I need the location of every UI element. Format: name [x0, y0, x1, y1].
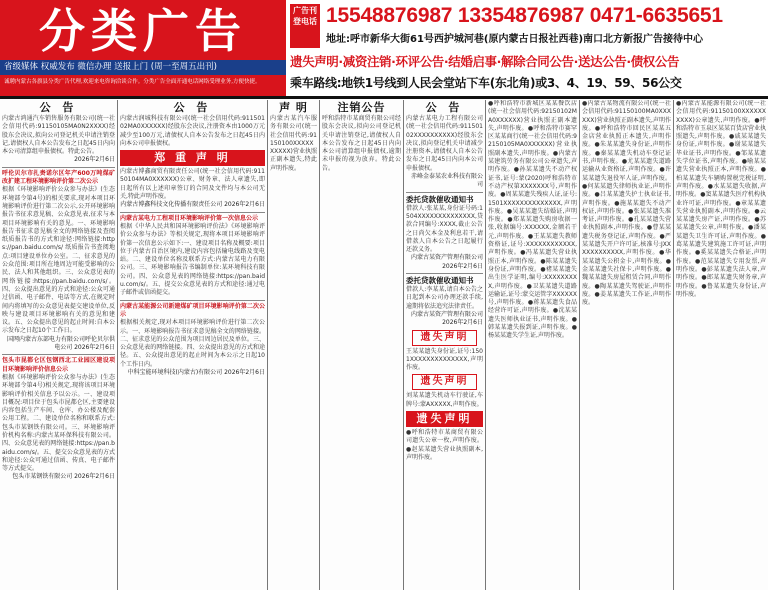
divider: [120, 212, 265, 213]
eia-notice-sign: 国网内蒙古东部电力有限公司呼伦贝尔供电公司 2026年2月6日: [6, 335, 115, 352]
statement-body: 内蒙古某汽车服务有限公司(统一社会信用代码:91150100XXXXXXXXXX)营业执照正副本遗失,特此声明作废。: [270, 115, 317, 172]
page-title: 分类广告: [39, 4, 247, 58]
statement-body: 内蒙古博鑫商贸有限责任公司(统一社会信用代码:91150104MA0XXXXXX)公章、财务章、法人章遗失,即日起所有以上述印章签订的合同及文件均与本公司无关,特此声明作废。: [120, 168, 265, 201]
notice-date: 2026年2月6日: [74, 156, 115, 164]
lost-items-list: ●呼和浩特市新城区某某餐饮店(统一社会信用代码:92150102MA0XXXXXX)营业执照正副本遗失,声明作废。●呼和浩特市赛罕区某某商行(统一社会信用代码:92150105MA0XXXXXX)营业执照副本遗失,声明作废。●内蒙古某建筑劳务有限公司公章遗失,声明作废。●孙某某遗失不动产权证书,证号:蒙(2020)呼和浩特市不动产权第XXXXXXX号,声明作废。●周某某遗失残疾人证,证号:1501XXXXXXXXXXXXXX,声明作废。●吴某某遗失结婚证,声明作废。●郑某某遗失购房收据一张,收据编号:XXXXXX,金额若干元,声明作废。●王某某遗失教师资格证,证号:XXXXXXXXXXXX,声明作废。●冯某某遗失营业执照正本,声明作废。●陈某某遗失身份证,声明作废。●褚某某遗失出生医学证明,编号:XXXXXXXXX,声明作废。●卫某某遗失道路运输证,证号:蒙交运管字XXXXXX号,声明作废。●蒋某某遗失食品经营许可证,声明作废。●沈某某遗失医师执业证书,声明作废。●韩某某遗失报到证,声明作废。●杨某某遗失学生证,声明作废。: [488, 100, 577, 340]
column-7: [580, 100, 674, 590]
eia-notice-body: 根据相关规定,现对本项目环境影响评价进行第二次公示。一、环境影响报告书征求意见稿全文的网络链接。二、征求意见的公众范围为项目周边居民及单位。三、公众意见表的网络链接。四、公众提出意见的方式和途径。五、公众提出意见的起止时间为本公示之日起10个工作日内。: [120, 319, 265, 368]
column-1: [0, 100, 118, 590]
ad-columns: [0, 100, 768, 590]
notice-body: 内蒙古某电力工程有限公司(统一社会信用代码:91150102XXXXXXXXXX)经股东会决议,拟向登记机关申请减少注册资本,请债权人自本公告发布之日起45日内向本公司申报债权。: [406, 115, 483, 172]
lost-statement-heading: 遗失声明: [412, 374, 477, 390]
divider: [120, 300, 265, 301]
column-3: [268, 100, 320, 590]
brand-block: [0, 0, 286, 96]
eia-notice-body: 根据《环境影响评价公众参与办法》(生态环境部令第4号)相关规定,现将该项目环境影响评价相关信息予以公示。一、建设项目概况:项目位于包头市昆都仑区,主要建设内容包括生产车间、仓库、办公楼及配套公用工程。二、建设单位名称和联系方式:包头市某钢铁有限公司。三、环境影响评价机构名称:内蒙古某环保科技有限公司。四、公众意见表的网络链接:https://pan.baidu.com/s/。五、提交公众意见表的方式和途径:公众可通过信函、传真、电子邮件等方式提交。: [2, 373, 115, 473]
brand-note: 诚聘内蒙古各旗县分类广告代理,欢迎来电咨询洽谈合作。分类广告全面开通电话网络受理业务,方便快捷。: [4, 79, 261, 85]
notice-body: 内蒙古鸿通汽车销售服务有限公司(统一社会信用代码:91150105MA0N2XXXX)经股东会决议,拟向公司登记机关申请注销登记,请债权人自本公告发布之日起45日内向本公司清算组申报债权。特此公告。: [2, 115, 115, 156]
eia-notice-title: 内蒙古某电力工程项目环境影响评价第一次信息公示: [120, 214, 259, 222]
lost-statement-body: ●呼和浩特市某商贸有限公司遗失公章一枚,声明作废。●赵某某遗失营业执照副本,声明作废。: [406, 429, 483, 461]
notice-heading: 公 告: [173, 101, 212, 114]
service-list: 遗失声明·减资注销·环评公告·结婚启事·解除合同公告·送达公告·债权公告: [290, 54, 680, 69]
notice-body: 内蒙古润城科技有限公司(统一社会信用代码:91150102MA0XXXXXX)经股东会决议,注册资本由1000万元减少至100万元,请债权人自本公告发布之日起45日内向本公司申报债权。: [120, 115, 265, 147]
solemn-statement-heading: 郑 重 声 明: [120, 150, 265, 166]
divider: [2, 354, 115, 355]
loan-notice-sign: 内蒙古某资产管理有限公司 2026年2月6日: [410, 310, 483, 327]
phone-numbers: 15548876987 13354876987 0471-6635651: [326, 4, 723, 27]
notice-heading: 公 告: [39, 101, 78, 114]
eia-notice-sign: 中科宝能环境科技(内蒙古)有限公司 2026年2月6日: [127, 369, 265, 377]
divider: [406, 192, 483, 193]
column-8: [674, 100, 768, 590]
brand-slogan: 省级媒体 权威发布 微信办理 送报上门 (周一至周五出刊): [0, 60, 286, 75]
column-5: [404, 100, 486, 590]
statement-heading: 声 明: [279, 101, 308, 114]
loan-notice-sign: 内蒙古某资产管理有限公司 2026年2月6日: [410, 254, 483, 270]
hotline-label: 广告刊登电话: [290, 4, 320, 48]
column-2: [118, 100, 268, 590]
statement-sign: 内蒙古博鑫科技文化传播有限责任公司 2026年2月6日: [120, 201, 265, 209]
lost-items-list: ●内蒙古某能源有限公司(统一社会信用代码:91150100XXXXXXXXXX)公章遗失,声明作废。●呼和浩特市玉泉区某某百货店营业执照遗失,声明作废。●戚某某遗失身份证,声明作废。●谢某某遗失毕业证书,声明作废。●邹某某遗失学位证书,声明作废。●喻某某遗失营业执照正本,声明作废。●柏某某遗失车辆购置税完税证明,声明作废。●水某某遗失收据,声明作废。●窦某某遗失医疗机构执业许可证,声明作废。●章某某遗失营业执照副本,声明作废。●云某某遗失房产证,声明作废。●苏某某遗失公章,声明作废。●潘某某遗失卫生许可证,声明作废。●葛某某遗失建筑施工许可证,声明作废。●奚某某遗失合格证,声明作废。●范某某遗失专用发票,声明作废。●彭某某遗失法人章,声明作废。●郎某某遗失财务章,声明作废。●鲁某某遗失身份证,声明作废。: [676, 100, 767, 298]
deregistration-body: 呼和浩特市某商贸有限公司经股东会决议,拟向公司登记机关申请注销登记,请债权人自本公告发布之日起45日内向本公司清算组申报债权,逾期未申报的视为放弃。特此公告。: [322, 115, 401, 172]
notice-sign: 赤峰金泰某农业科技有限公司: [410, 173, 483, 189]
column-4: [320, 100, 404, 590]
column-6: [486, 100, 580, 590]
eia-notice-body: 根据《环境影响评价公众参与办法》(生态环境部令第4号)的相关要求,现对本项目环境影响评价进行第二次公示,公开环境影响报告书征求意见稿、公众意见表,征求与本项目环境影响有关的意见。一、环境影响报告书征求意见稿全文的网络链接及查阅纸质报告书的方式和途径:网络链接:https://pan.baidu.com/s/ 纸质报告书查阅地点:项目建设单位办公室。二、征求意见的公众范围:项目所在地周边可能受影响的公民、法人和其他组织。三、公众意见表的网络链接:https://pan.baidu.com/s/。四、公众提出意见的方式和途径:公众可通过信函、电子邮件、电话等方式,在规定时间内将填写的公众意见表提交建设单位,反映与建设项目环境影响有关的意见和建议。五、公众提出意见的起止时间:自本公示发布之日起10个工作日。: [2, 186, 115, 335]
eia-notice-body: 根据《中华人民共和国环境影响评价法》《环境影响评价公众参与办法》等相关规定,现将本项目环境影响评价第一次信息公示如下:一、建设项目名称及概要:项目位于内蒙古自治区境内,建设内容包括输电线路及变电站。二、建设单位名称及联系方式:内蒙古某电力有限公司。三、环境影响报告书编制单位:某环境科技有限公司。四、公众意见表的网络链接:https://pan.baidu.com/s/。五、提交公众意见表的方式和途径:通过电子邮件或信函提交。: [120, 222, 265, 297]
lost-statement-body: 王某某遗失身份证,证号:1501XXXXXXXXXXXXXX,声明作废。: [406, 347, 483, 372]
lost-statement-banner: 遗失声明: [406, 411, 483, 427]
eia-notice-title: 包头市昆都仑区包钢西北工业园区建设项目环境影响评价信息公示: [2, 357, 115, 373]
address: 地址:呼市新华大街61号西护城河巷(原内蒙古日报社西巷)南口北方新报广告接待中心: [326, 34, 704, 45]
lost-items-list: ●内蒙古某物流有限公司(统一社会信用代码:91150100MA0XXXXXX)营业执照正副本遗失,声明作废。●呼和浩特市回民区某某五金店营业执照正本遗失,声明作废。●朱某某遗失身份证,声明作废。●秦某某遗失机动车登记证书,声明作废。●尤某某遗失道路运输从业资格证,声明作废。●许某某遗失退役军人证,声明作废。●何某某遗失律师执业证,声明作废。●吕某某遗失护士执业证书,声明作废。●施某某遗失不动产权证,声明作废。●张某某遗失准考证,声明作废。●孔某某遗失营业执照副本,声明作废。●曹某某遗失税务登记证,声明作废。●严某某遗失开户许可证,核准号:JXXXXXXXXXXXX,声明作废。●华某某遗失公积金卡,声明作废。●金某某遗失社保卡,声明作废。●魏某某遗失房屋租赁合同,声明作废。●陶某某遗失驾驶证,声明作废。●姜某某遗失工作证,声明作废。: [582, 100, 671, 307]
header-divider: [0, 96, 768, 99]
lost-statement-heading: 遗失声明: [412, 330, 477, 346]
eia-notice-title: 呼伦贝尔市扎赉诺尔区年产600万吨煤矿改扩建工程环境影响评价第二次公示: [2, 169, 115, 186]
masthead: [0, 0, 768, 96]
eia-notice-title: 内蒙古某能源公司新建煤矿项目环境影响评价第二次公示: [120, 302, 265, 318]
notice-heading: 公 告: [425, 101, 464, 114]
loan-notice-heading: 委托贷款催收通知书: [406, 276, 474, 286]
bus-route: 乘车路线:地铁1号线到人民会堂站下车(东北角)或3、4、19、59、56公交: [290, 76, 682, 90]
divider: [406, 273, 483, 274]
divider: [2, 167, 115, 168]
lost-statement-body: 刘某某遗失机动车行驶证,车牌号:蒙AXXXXX,声明作废。: [406, 392, 483, 408]
loan-notice-body: 借款人:张某某,身份证号码:1504XXXXXXXXXXXXXX,贷款合同编号:XXXX,截止公告之日尚欠本金及利息若干,请借款人自本公告之日起履行还款义务。: [406, 204, 483, 254]
deregistration-heading: 注销公告: [337, 101, 386, 114]
loan-notice-heading: 委托贷款催收通知书: [406, 194, 474, 204]
loan-notice-body: 借款人:李某某,请自本公告之日起到本公司办理还款手续,逾期将依法追究法律责任。: [406, 286, 483, 310]
eia-notice-sign: 包头市某钢铁有限公司 2026年2月6日: [12, 473, 115, 481]
